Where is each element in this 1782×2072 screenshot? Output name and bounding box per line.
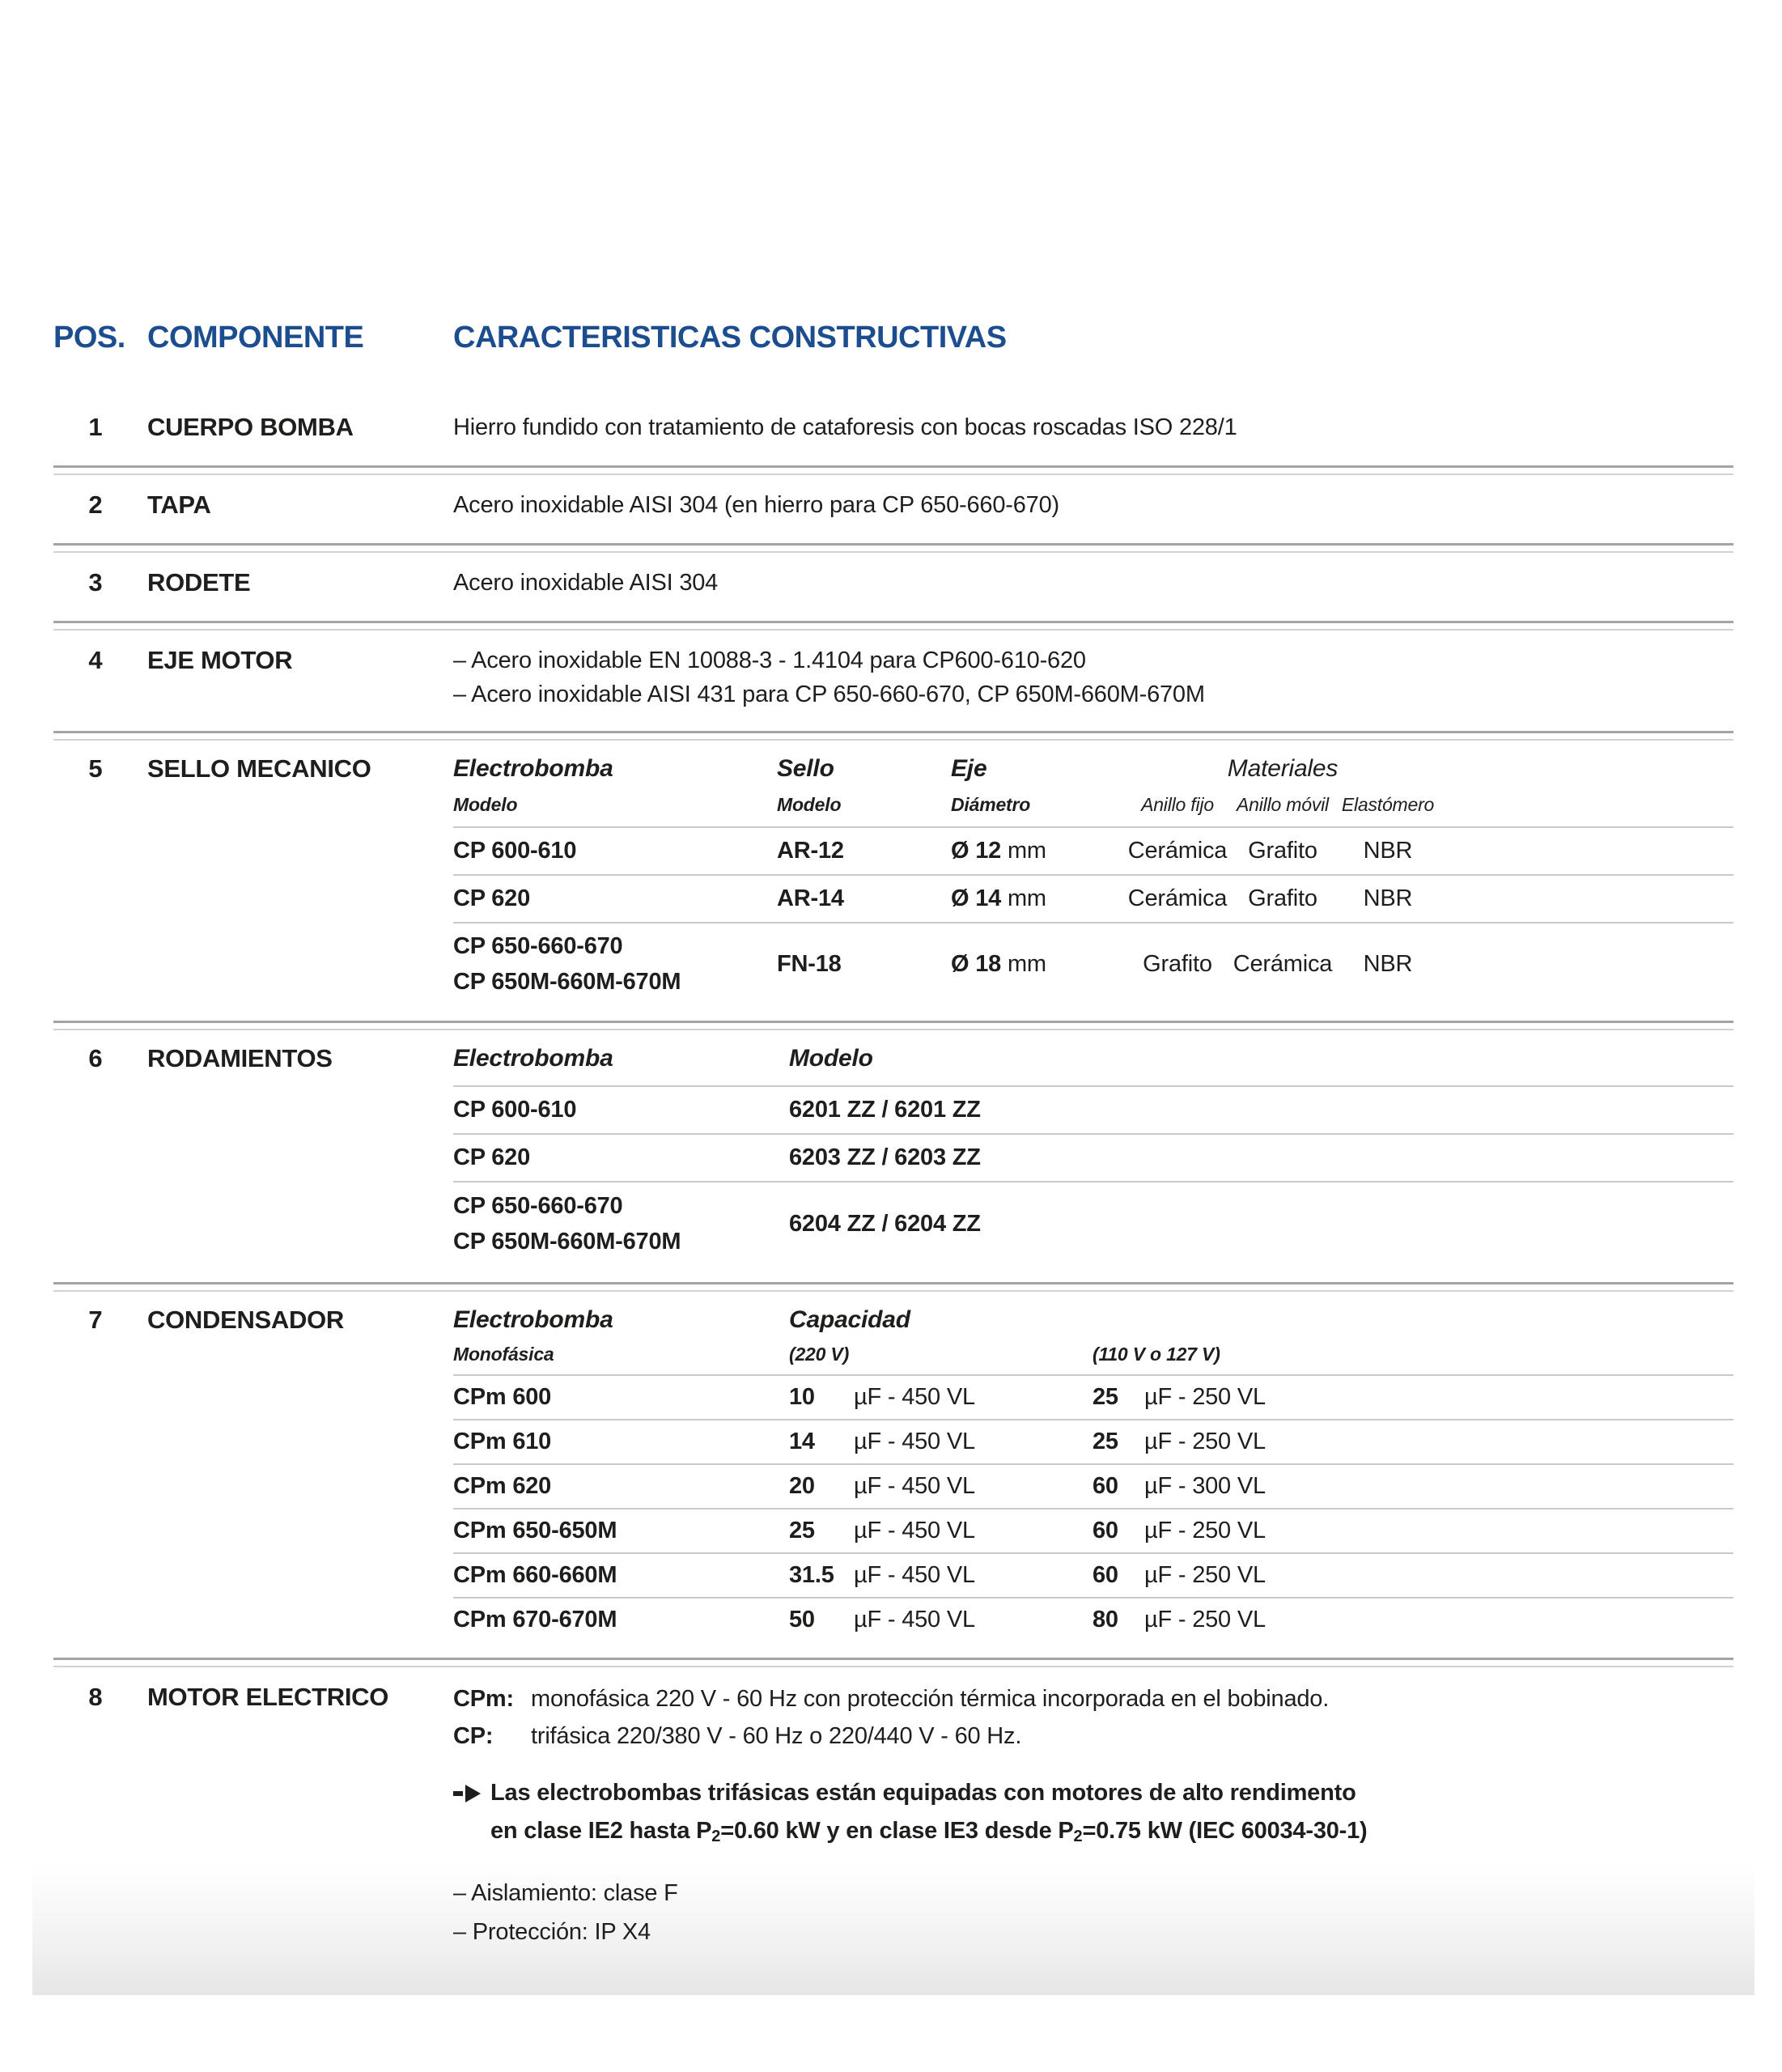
pos-number: 8 [88,1683,103,1711]
capacity-unit: µF - 250 VL [1144,1518,1266,1543]
table-row [453,922,1733,1004]
cell-modelo: CP 600-610 [453,838,577,864]
row-rodamientos [53,1030,1733,1282]
sub-modelo: Modelo [453,794,518,815]
cell-modelo: CPm 620 [453,1473,552,1499]
proteccion-line: – Protección: IP X4 [453,1919,651,1945]
capacity-unit: µF - 250 VL [1144,1429,1266,1454]
cell-diametro [951,876,1125,922]
subscript: 2 [1073,1828,1083,1845]
cp-text: trifásica 220/380 V - 60 Hz o 220/440 V - 60 Hz. [531,1723,1022,1749]
component-name: CONDENSADOR [147,1306,344,1334]
capacity-value: 60 [1093,1562,1118,1588]
cell-modelo: CPm 660-660M [453,1562,617,1588]
capacity-value: 10 [789,1384,815,1410]
row-tapa [53,475,1733,543]
table-row [453,826,1733,874]
rodamientos-table [453,1042,1733,1266]
cell-anillo-fijo: Cerámica [1127,885,1228,911]
component-name: EJE MOTOR [147,646,293,674]
cell-sello: AR-14 [777,885,844,911]
diam-value: Ø 12 [951,838,1002,864]
diam-unit: mm [1007,950,1046,977]
col-materiales: Materiales [1227,755,1339,782]
component-name: CUERPO BOMBA [147,413,354,441]
cell-modelo: CPm 650-650M [453,1518,617,1543]
capacity-value: 80 [1093,1607,1118,1633]
cpm-text: monofásica 220 V - 60 Hz con protección térmica incorporada en el bobinado. [531,1686,1330,1712]
note-line-2 [490,1812,1733,1856]
aislamiento-line: – Aislamiento: clase F [453,1880,678,1906]
condensador-table-subhead [453,1342,1733,1366]
cell-elastomero: NBR [1363,885,1413,911]
note-text: =0.75 kW (IEC 60034-30-1) [1082,1818,1368,1844]
table-row [453,1374,1733,1419]
cell-anillo-movil: Grafito [1248,838,1317,864]
cell-110v [1093,1420,1733,1463]
cell-diametro [951,941,1125,987]
row-rodete [53,553,1733,621]
cell-220v [789,1599,1093,1641]
diam-unit: mm [1007,838,1046,864]
component-description: Acero inoxidable AISI 304 [453,570,719,596]
table-row [453,1181,1733,1266]
cell-modelo [453,923,777,1004]
capacity-value: 60 [1093,1518,1118,1543]
component-name: MOTOR ELECTRICO [147,1683,389,1711]
cell-220v [789,1420,1093,1463]
capacity-value: 20 [789,1473,815,1499]
sub-anillo-movil: Anillo móvil [1237,794,1329,815]
component-description [453,643,1733,711]
section-divider [53,465,1733,475]
rodamientos-table-head [453,1042,1733,1076]
capacity-unit: µF - 300 VL [1144,1473,1266,1499]
header-componente: COMPONENTE [147,321,364,355]
condensador-table [453,1303,1733,1641]
sub-monofasica: Monofásica [453,1344,554,1365]
pos-number: 3 [88,568,103,597]
table-row [453,1463,1733,1508]
capacity-unit: µF - 250 VL [1144,1607,1266,1633]
sello-table [453,752,1733,1004]
section-divider [53,621,1733,631]
modelo-line: CP 650-660-670 [453,1193,623,1219]
row-cuerpo-bomba [53,397,1733,465]
description-line: – Acero inoxidable AISI 431 para CP 650-660-670, CP 650M-660M-670M [453,681,1205,707]
col-electrobomba: Electrobomba [453,1045,613,1072]
capacity-value: 25 [1093,1429,1118,1454]
component-name: RODAMIENTOS [147,1044,333,1072]
cp-label: CP: [453,1723,494,1749]
cell-110v [1093,1509,1733,1552]
component-description: Acero inoxidable AISI 304 (en hierro para CP 650-660-670) [453,492,1059,518]
capacity-unit: µF - 450 VL [854,1562,975,1588]
pos-number: 6 [88,1044,103,1072]
cell-modelo: CP 620 [453,1144,531,1170]
capacity-value: 31.5 [789,1562,834,1588]
motor-properties [453,1875,1733,1950]
sub-diametro: Diámetro [951,794,1031,815]
col-modelo: Modelo [789,1045,873,1072]
table-row [453,1552,1733,1597]
header-pos: POS. [53,321,125,355]
sello-table-subhead [453,792,1733,817]
modelo-line: CP 650M-660M-670M [453,1229,681,1255]
note-text: =0.60 kW y en clase IE3 desde P [720,1818,1074,1844]
capacity-unit: µF - 450 VL [854,1429,975,1454]
sub-110v: (110 V o 127 V) [1093,1344,1220,1365]
cell-sello: FN-18 [777,950,842,977]
modelo-line: CP 650-660-670 [453,933,623,959]
cell-110v [1093,1465,1733,1508]
motor-note [453,1774,1733,1856]
cell-anillo-movil: Grafito [1248,885,1317,911]
capacity-value: 14 [789,1429,815,1454]
cell-anillo-fijo: Cerámica [1127,838,1228,864]
sello-table-head [453,752,1733,786]
section-divider [53,1282,1733,1292]
table-row [453,1133,1733,1181]
note-text: Las electrobombas trifásicas están equipadas con motores de alto rendimento [490,1780,1356,1806]
cell-anillo-fijo: Grafito [1143,950,1212,977]
pos-number: 4 [88,646,103,674]
col-electrobomba: Electrobomba [453,1306,613,1333]
table-row [453,1419,1733,1463]
table-row [453,874,1733,922]
cell-modelo: CP 600-610 [453,1097,577,1123]
row-condensador [53,1292,1733,1658]
cell-anillo-movil: Cerámica [1233,950,1333,977]
col-sello: Sello [777,755,834,782]
condensador-table-head [453,1303,1733,1337]
component-name: SELLO MECANICO [147,754,371,783]
pos-number: 1 [88,413,103,441]
cell-220v [789,1554,1093,1597]
capacity-unit: µF - 450 VL [854,1607,975,1633]
cell-220v [789,1509,1093,1552]
cell-valor: 6201 ZZ / 6201 ZZ [789,1097,981,1123]
component-name: TAPA [147,490,211,519]
capacity-unit: µF - 250 VL [1144,1562,1266,1588]
description-line: – Acero inoxidable EN 10088-3 - 1.4104 para CP600-610-620 [453,648,1086,673]
component-description: Hierro fundido con tratamiento de cataforesis con bocas roscadas ISO 228/1 [453,414,1237,440]
sub-anillo-fijo: Anillo fijo [1141,794,1214,815]
col-electrobomba: Electrobomba [453,755,613,782]
cell-sello: AR-12 [777,838,844,864]
col-eje: Eje [951,755,987,782]
cell-220v [789,1376,1093,1419]
row-sello-mecanico [53,741,1733,1021]
capacity-value: 60 [1093,1473,1118,1499]
motor-cpm-line [453,1680,1733,1717]
cell-110v [1093,1599,1733,1641]
cell-elastomero: NBR [1363,950,1413,977]
cell-modelo: CPm 670-670M [453,1607,617,1633]
cpm-label: CPm: [453,1686,514,1712]
section-divider [53,731,1733,741]
pos-number: 7 [88,1306,103,1334]
cell-diametro [951,828,1125,874]
note-line-1 [453,1774,1733,1812]
row-eje-motor [53,631,1733,731]
table-header-row [53,318,1733,357]
col-capacidad: Capacidad [789,1306,910,1333]
capacity-unit: µF - 450 VL [854,1473,975,1499]
capacity-value: 25 [1093,1384,1118,1410]
cell-elastomero: NBR [1363,838,1413,864]
capacity-value: 25 [789,1518,815,1543]
arrow-right-icon [453,1785,482,1802]
table-row [453,1085,1733,1133]
table-row [453,1508,1733,1552]
subscript: 2 [711,1828,721,1845]
motor-cp-line [453,1717,1733,1755]
cell-valor: 6203 ZZ / 6203 ZZ [789,1144,981,1170]
table-row [453,1597,1733,1641]
cell-modelo [453,1182,789,1266]
cell-modelo: CP 620 [453,885,531,911]
component-name: RODETE [147,568,251,597]
note-text: en clase IE2 hasta P [490,1818,712,1844]
capacity-value: 50 [789,1607,815,1633]
capacity-unit: µF - 450 VL [854,1518,975,1543]
pos-number: 2 [88,490,103,519]
section-divider [53,1021,1733,1030]
capacity-unit: µF - 250 VL [1144,1384,1266,1410]
header-caracteristicas: CARACTERISTICAS CONSTRUCTIVAS [453,321,1007,355]
diam-value: Ø 14 [951,885,1002,911]
row-motor-electrico [53,1680,1733,1950]
cell-valor: 6204 ZZ / 6204 ZZ [789,1211,981,1237]
cell-modelo: CPm 610 [453,1429,552,1454]
cell-modelo: CPm 600 [453,1384,552,1410]
sub-220v: (220 V) [789,1344,850,1365]
diam-unit: mm [1007,885,1046,911]
section-divider [53,543,1733,553]
diam-value: Ø 18 [951,950,1002,977]
motor-section-background [32,1667,1754,1995]
cell-110v [1093,1376,1733,1419]
pos-number: 5 [88,754,103,783]
modelo-line: CP 650M-660M-670M [453,969,681,995]
section-divider [53,1658,1733,1667]
capacity-unit: µF - 450 VL [854,1384,975,1410]
cell-220v [789,1465,1093,1508]
cell-110v [1093,1554,1733,1597]
motor-description [453,1680,1733,1950]
sub-modelo: Modelo [777,794,842,815]
sub-elastomero: Elastómero [1341,794,1435,815]
